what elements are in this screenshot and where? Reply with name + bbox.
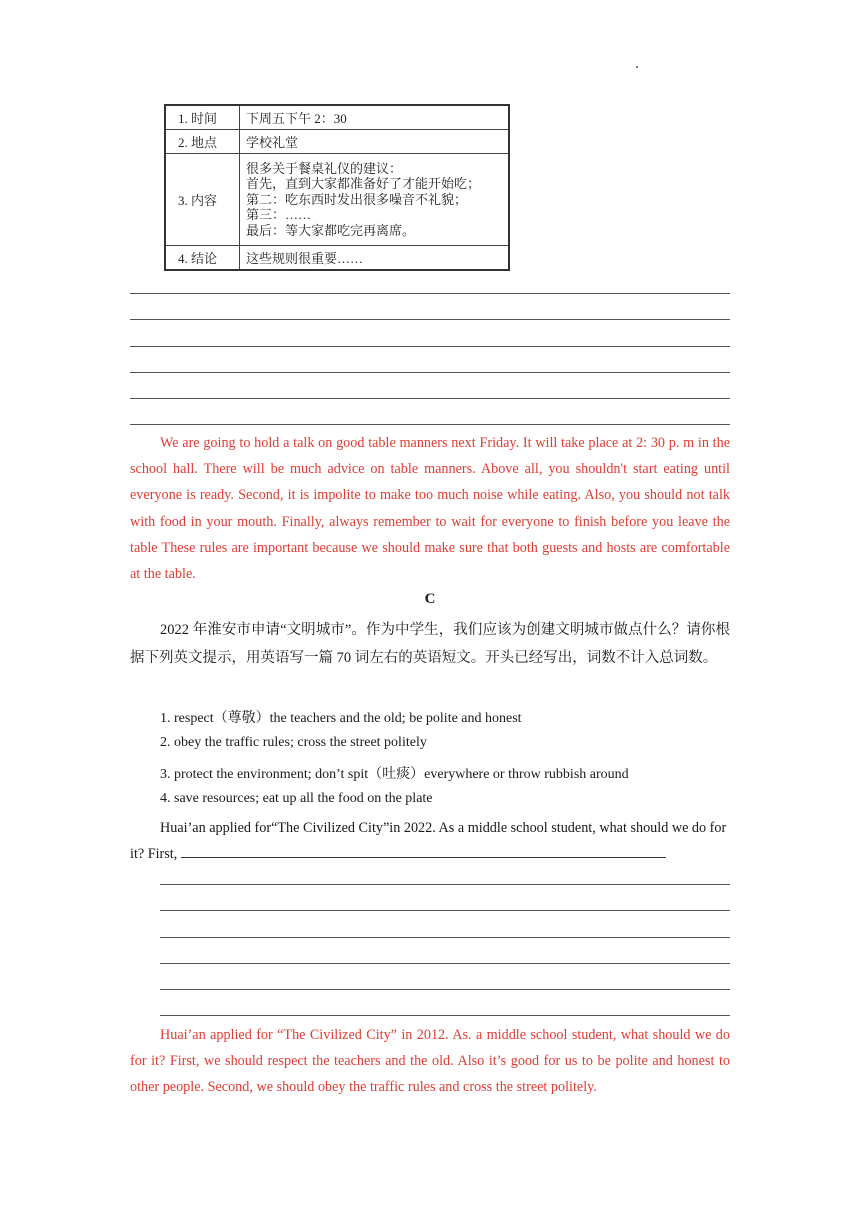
writing-line[interactable] [160, 989, 730, 990]
writing-line[interactable] [160, 910, 730, 911]
table-key: 2. 地点 [165, 130, 240, 154]
essay-starter: Huai’an applied for“The Civilized City”in 2022. As a middle school student, what should we do for it? First, [130, 820, 727, 862]
writing-line[interactable] [130, 424, 730, 425]
answer-text-2: Huai’an applied for “The Civilized City” in 2012. As. a middle school student, what should we do for it? First, we should respect the teachers and the old. Also it’s good for us to be polite and honest to other people. Second, we should obey the traffic rules and cross the street politely. [130, 1027, 730, 1096]
table-value: 很多关于餐桌礼仪的建议： 首先，直到大家都准备好了才能开始吃； 第二：吃东西时发出很多噪音不礼貌； 第三：…… 最后：等大家都吃完再离席。 [240, 154, 510, 246]
writing-line[interactable] [160, 1015, 730, 1016]
starter-blank[interactable] [181, 841, 666, 858]
section-heading: C [424, 591, 436, 607]
table-value: 学校礼堂 [240, 130, 510, 154]
writing-line[interactable] [130, 372, 730, 373]
table-row [165, 130, 509, 154]
writing-line[interactable] [160, 963, 730, 964]
table-value: 这些规则很重要…… [240, 246, 510, 271]
hint-item: 1. respect（尊敬）the teachers and the old; be polite and honest [160, 711, 522, 726]
writing-line[interactable] [130, 319, 730, 320]
writing-line[interactable] [160, 884, 730, 885]
task-prompt: 2022 年淮安市申请“文明城市”。作为中学生，我们应该为创建文明城市做点什么？请你根据下列英文提示，用英语写一篇 70 词左右的英语短文。开头已经写出，词数不计入总词数。 [130, 622, 730, 666]
table-row [165, 154, 509, 246]
scan-dot [636, 66, 638, 68]
writing-line[interactable] [130, 346, 730, 347]
answer-text-1: We are going to hold a talk on good table manners next Friday. It will take place at 2: 30 p. m in the school hall. There will be much advice on table manners. Above all, you shouldn't start eating until everyone is ready. Second, it is impolite to make too much noise while eating. Also, you should not talk with food in your mouth. Finally, always remember to wait for everyone to finish before you leave the table These rules are important because we should make sure that both guests and hosts are comfortable at the table. [130, 435, 730, 583]
hint-item: 2. obey the traffic rules; cross the street politely [160, 735, 427, 750]
table-key: 3. 内容 [165, 154, 240, 246]
hint-item: 4. save resources; eat up all the food on the plate [160, 791, 433, 806]
writing-line[interactable] [130, 398, 730, 399]
table-value: 下周五下午 2：30 [240, 105, 510, 130]
info-table [164, 104, 510, 271]
table-row [165, 246, 509, 271]
table-key: 4. 结论 [165, 246, 240, 271]
table-row [165, 105, 509, 130]
writing-line[interactable] [160, 937, 730, 938]
writing-line[interactable] [130, 293, 730, 294]
table-key: 1. 时间 [165, 105, 240, 130]
hint-item: 3. protect the environment; don’t spit（吐痰）everywhere or throw rubbish around [160, 767, 629, 782]
